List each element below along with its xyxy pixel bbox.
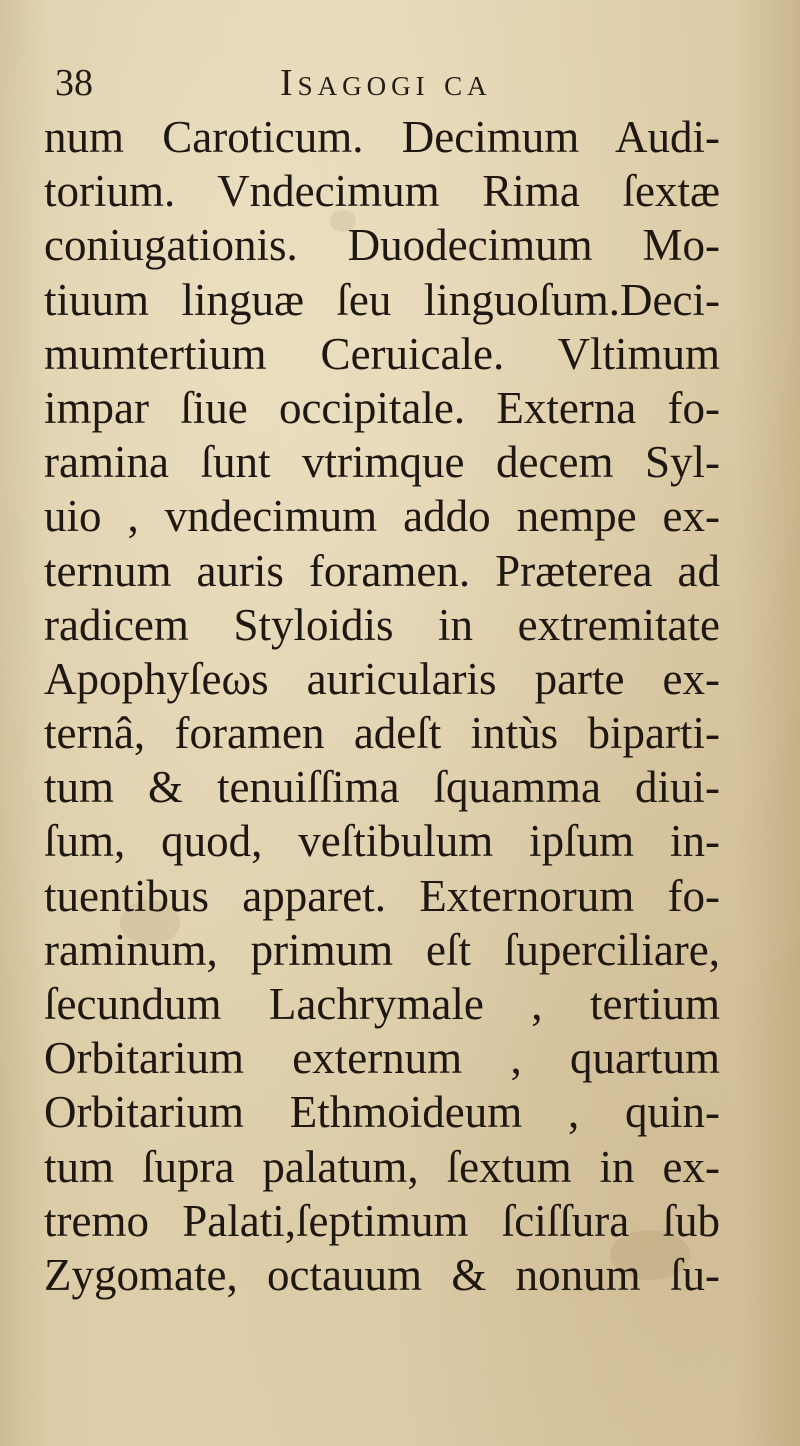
text-line: Orbitarium externum , quartum	[44, 1033, 720, 1084]
text-line: ternum auris foramen. Præterea ad	[44, 545, 720, 596]
text-line: tiuum linguæ ſeu linguoſum.Deci-	[44, 274, 720, 325]
text-line: raminum, primum eſt ſuperciliare,	[44, 924, 720, 975]
text-line: uio , vndecimum addo nempe ex-	[44, 491, 720, 542]
body-text	[44, 110, 720, 1302]
text-line: ternâ, foramen adeſt intùs biparti-	[44, 708, 720, 759]
text-line: Orbitarium Ethmoideum , quin-	[44, 1087, 720, 1138]
page-header	[55, 58, 655, 108]
text-line: coniugationis. Duodecimum Mo-	[44, 220, 720, 271]
text-line: tum & tenuiſſima ſquamma diui-	[44, 762, 720, 813]
text-line: tremo Palati,ſeptimum ſciſſura ſub	[44, 1195, 720, 1246]
text-line: radicem Styloidis in extremitate	[44, 599, 720, 650]
text-line: mumtertium Ceruicale. Vltimum	[44, 328, 720, 379]
text-line: tuentibus apparet. Externorum fo-	[44, 870, 720, 921]
text-line: ramina ſunt vtrimque decem Syl-	[44, 437, 720, 488]
text-line: Apophyſeωs auricularis parte ex-	[44, 653, 720, 704]
text-line: ſum, quod, veſtibulum ipſum in-	[44, 816, 720, 867]
text-line: num Caroticum. Decimum Audi-	[44, 112, 720, 162]
text-line: ſecundum Lachrymale , tertium	[44, 979, 720, 1029]
text-line: tum ſupra palatum, ſextum in ex-	[44, 1141, 720, 1192]
page-number: 38	[55, 62, 93, 104]
text-line: impar ſiue occipitale. Externa fo-	[44, 382, 720, 433]
text-line: Zygomate, octauum & nonum ſu-	[44, 1249, 720, 1300]
text-line: torium. Vndecimum Rima ſextæ	[44, 166, 720, 217]
running-head: Isagogi ca	[280, 62, 492, 104]
